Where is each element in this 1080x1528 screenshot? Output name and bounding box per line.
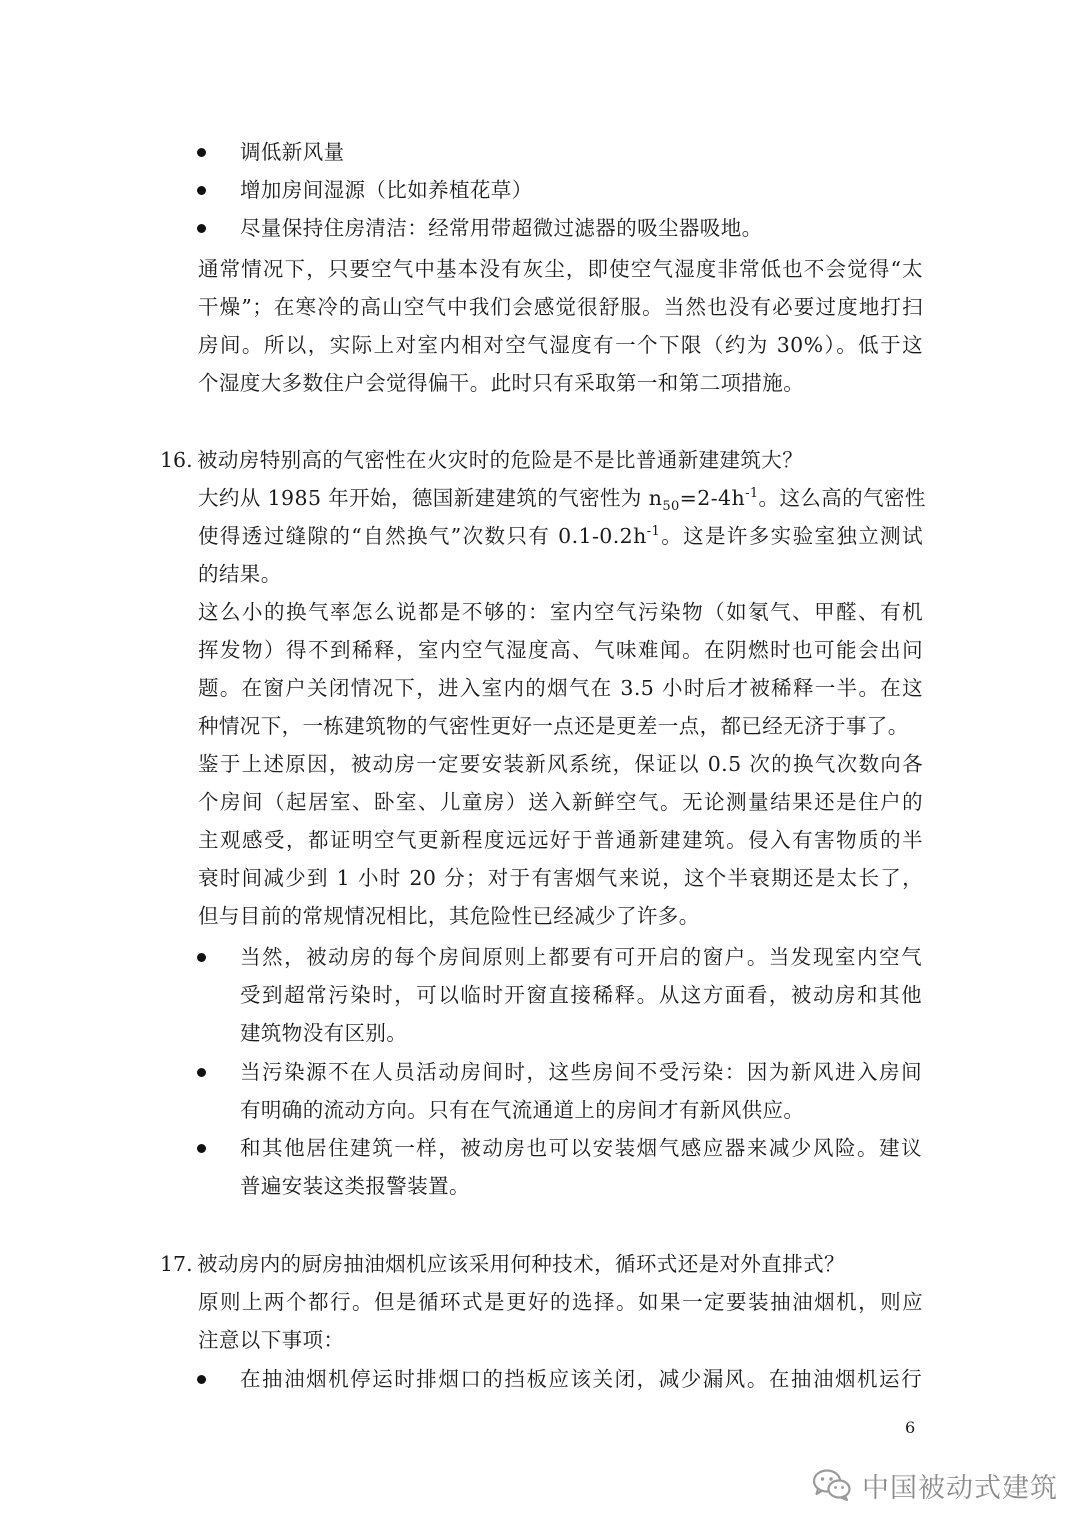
bullet-dot [197, 1144, 206, 1153]
page-number: 6 [905, 1418, 916, 1437]
subscript: 50 [662, 499, 680, 515]
question-number: 16. [160, 448, 193, 472]
watermark [812, 1463, 1058, 1507]
watermark-text: 中国被动式建筑 [862, 1472, 1058, 1504]
text-run: =2-4h [679, 486, 746, 510]
bullet-text: 尽量保持住房清洁：经常用带超微过滤器的吸尘器吸地。 [240, 216, 763, 240]
bullet-dot [197, 186, 206, 195]
bullet-dot [197, 1375, 206, 1384]
bullet-text: 受到超常污染时，可以临时开窗直接稀释。从这方面看，被动房和其他 [240, 983, 922, 1007]
question-number: 17. [160, 1252, 193, 1276]
bullet-text: 普遍安装这类报警装置。 [240, 1174, 470, 1198]
paragraph-line: 通常情况下，只要空气中基本没有灰尘，即使空气湿度非常低也不会觉得“太 [198, 257, 923, 281]
superscript: -1 [646, 524, 661, 540]
paragraph-line: 题。在窗户关闭情况下，进入室内的烟气在 3.5 小时后才被稀释一半。在这 [198, 676, 923, 700]
bullet-dot [197, 148, 206, 157]
paragraph-line: 主观感受，都证明空气更新程度远远好于普通新建建筑。侵入有害物质的半 [198, 828, 923, 852]
text-run: 。这是许多实验室独立测试 [660, 524, 923, 548]
bullet-text: 在抽油烟机停运时排烟口的挡板应该关闭，减少漏风。在抽油烟机运行 [240, 1367, 922, 1391]
bullet-text: 建筑物没有区别。 [240, 1021, 408, 1045]
paragraph-line: 原则上两个都行。但是循环式是更好的选择。如果一定要装抽油烟机，则应 [198, 1290, 923, 1314]
paragraph-line: 但与目前的常规情况相比，其危险性已经减少了许多。 [198, 904, 700, 928]
bullet-text: 调低新风量 [240, 140, 345, 164]
paragraph-line: 个湿度大多数住户会觉得偏干。此时只有采取第一和第二项措施。 [198, 371, 805, 395]
paragraph-line [198, 517, 923, 555]
paragraph-line: 个房间（起居室、卧室、儿童房）送入新鲜空气。无论测量结果还是住户的 [198, 790, 923, 814]
text-run: 使得透过缝隙的“自然换气”次数只有 0.1-0.2h [198, 524, 647, 548]
bullet-text: 当然，被动房的每个房间原则上都要有可开启的窗户。当发现室内空气 [240, 945, 922, 969]
bullet-text: 增加房间湿源（比如养植花草） [240, 178, 533, 202]
bullet-dot [197, 1068, 206, 1077]
paragraph-line: 的结果。 [198, 562, 282, 586]
text-run: 大约从 1985 年开始，德国新建建筑的气密性为 n [198, 486, 663, 510]
paragraph-line [198, 479, 926, 517]
superscript: -1 [745, 486, 759, 502]
paragraph-line: 衰时间减少到 1 小时 20 分；对于有害烟气来说，这个半衰期还是太长了， [198, 866, 923, 890]
bullet-text: 和其他居住建筑一样，被动房也可以安装烟气感应器来减少风险。建议 [240, 1136, 922, 1160]
bullet-text: 有明确的流动方向。只有在气流通道上的房间才有新风供应。 [240, 1098, 805, 1122]
paragraph-line: 这么小的换气率怎么说都是不够的：室内空气污染物（如氡气、甲醛、有机 [198, 600, 923, 624]
paragraph-line: 鉴于上述原因，被动房一定要安装新风系统，保证以 0.5 次的换气次数向各 [198, 752, 923, 776]
paragraph-line: 注意以下事项： [198, 1328, 345, 1352]
wechat-icon [812, 1468, 852, 1502]
paragraph-line: 挥发物）得不到稀释，室内空气湿度高、气味难闻。在阴燃时也可能会出问 [198, 638, 923, 662]
bullet-dot [197, 953, 206, 962]
paragraph-line: 房间。所以，实际上对室内相对空气湿度有一个下限（约为 30%）。低于这 [198, 333, 923, 357]
bullet-dot [197, 224, 206, 233]
paragraph-line: 干燥”；在寒冷的高山空气中我们会感觉很舒服。当然也没有必要过度地打扫 [198, 295, 923, 319]
paragraph-line: 种情况下，一栋建筑物的气密性更好一点还是更差一点，都已经无济于事了。 [198, 714, 909, 738]
text-run: 。这么高的气密性 [758, 486, 926, 510]
bullet-text: 当污染源不在人员活动房间时，这些房间不受污染：因为新风进入房间 [240, 1060, 922, 1084]
question-title: 被动房特别高的气密性在火灾时的危险是不是比普通新建建筑大？ [197, 448, 804, 472]
question-title: 被动房内的厨房抽油烟机应该采用何种技术，循环式还是对外直排式？ [197, 1252, 845, 1276]
